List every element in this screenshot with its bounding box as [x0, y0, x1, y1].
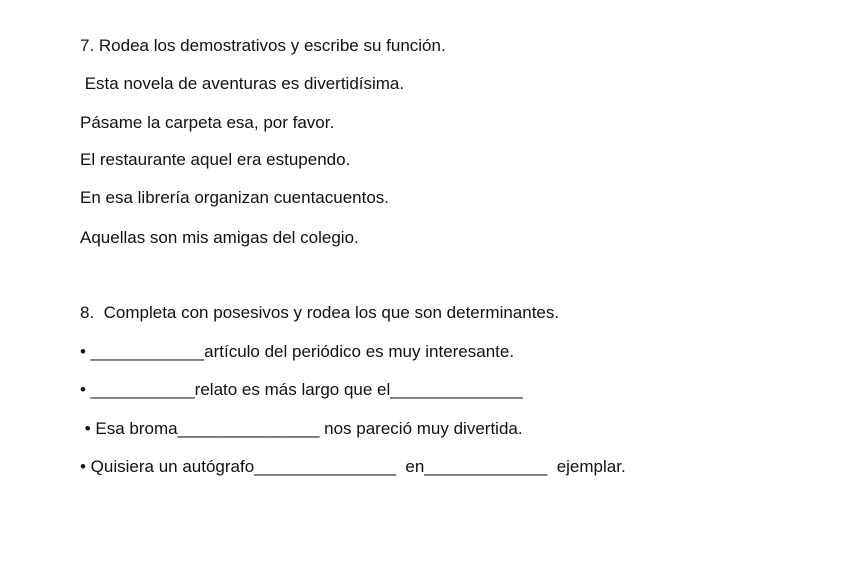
exercise-8-heading: 8. Completa con posesivos y rodea los que son determinantes.	[80, 303, 560, 322]
exercise-8-item: • Quisiera un autógrafo_______________ en_____________ ejemplar.	[80, 457, 626, 476]
exercise-7-sentence: Esta novela de aventuras es divertidísima.	[80, 74, 405, 93]
exercise-7-heading: 7. Rodea los demostrativos y escribe su función.	[80, 36, 446, 55]
exercise-7-sentence: En esa librería organizan cuentacuentos.	[80, 188, 390, 207]
exercise-8-item: • Esa broma_______________ nos pareció muy divertida.	[80, 419, 523, 438]
exercise-7-sentence: Aquellas son mis amigas del colegio.	[80, 228, 359, 247]
exercise-8-item: • ____________artículo del periódico es muy interesante.	[80, 342, 515, 361]
exercise-7-sentence: El restaurante aquel era estupendo.	[80, 150, 351, 169]
exercise-8-item: • ___________relato es más largo que el______________	[80, 380, 523, 399]
exercise-7-sentence: Pásame la carpeta esa, por favor.	[80, 113, 335, 132]
